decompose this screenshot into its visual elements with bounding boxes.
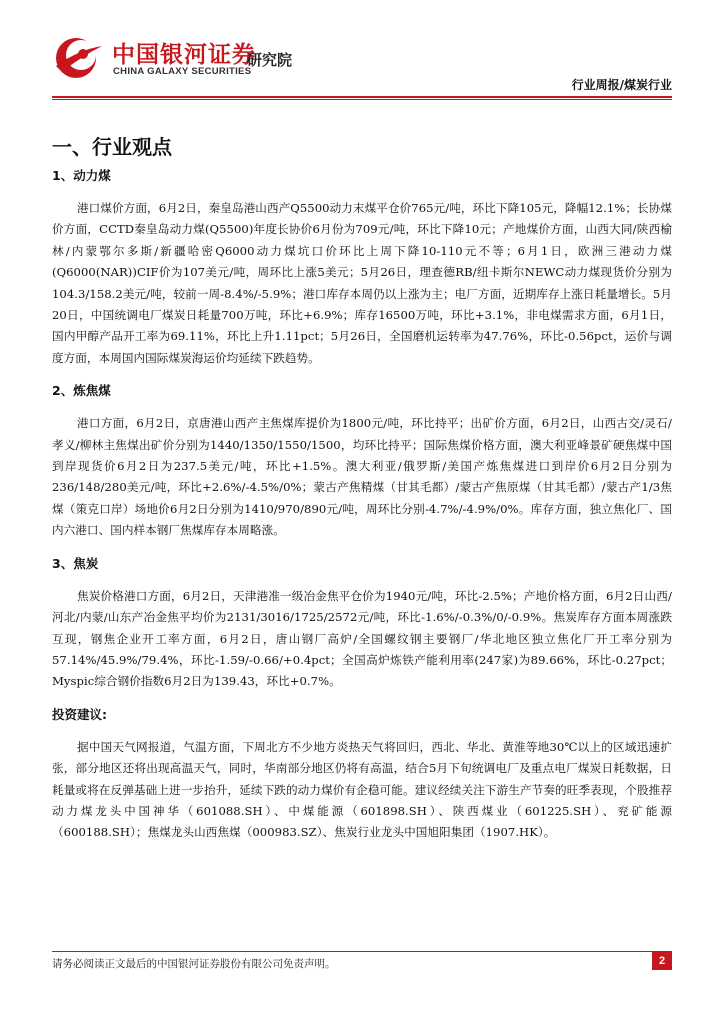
header-divider-thin	[52, 99, 672, 100]
paragraph-coking-coal: 港口方面，6月2日，京唐港山西产主焦煤库提价为1800元/吨，环比持平；出矿价方面，6月2日，山西古交/灵石/孝义/柳林主焦煤出矿价分别为1440/1350/1550/1500，均环比持平；国际焦煤价格方面，澳大利亚峰景矿硬焦煤中国到岸现货价6月2日为237.5美元/吨，环比+1.5%。澳大利亚/俄罗斯/美国产炼焦煤进口到岸价6月2日分别为236/148/280美元/吨，环比+2.6%/-4.5%/0%；蒙古产焦精煤（甘其毛都）/蒙古产焦原煤（甘其毛都）/蒙古产1/3焦煤（策克口岸）场地价6月2日分别为1410/970/890元/吨，周环比分别-4.7%/-4.9%/0%。库存方面，独立焦化厂、国内六港口、国内样本钢厂焦煤库存本周略涨。	[52, 416, 672, 538]
subsection-heading-coke: 3、焦炭	[52, 555, 99, 571]
page-header	[0, 0, 724, 100]
subsection-heading-coking-coal: 2、炼焦煤	[52, 383, 111, 399]
report-type-label: 行业周报/煤炭行业	[571, 78, 672, 92]
logo-chinese-name: 中国银河证券	[112, 42, 256, 68]
logo-english-name: CHINA GALAXY SECURITIES	[113, 66, 252, 77]
footer-disclaimer: 请务必阅读正文最后的中国银河证券股份有限公司免责声明。	[52, 958, 336, 970]
section-title: 一、行业观点	[52, 135, 172, 159]
institute-label: 研究院	[247, 51, 293, 69]
paragraph-investment-advice: 据中国天气网报道，气温方面，下周北方不少地方炎热天气将回归，西北、华北、黄淮等地30℃以上的区域迅速扩张，部分地区还将出现高温天气，同时，华南部分地区仍将有高温，结合5月下旬统调电厂及重点电厂煤炭日耗数据，日耗量或将在反弹基础上进一步抬升，延续下跌的动力煤价有企稳可能。建议经续关注下游生产节奏的旺季表现，个股推荐动力煤龙头中国神华（601088.SH）、中煤能源（601898.SH）、陕西煤业（601225.SH）、兖矿能源（600188.SH）；焦煤龙头山西焦煤（000983.SZ）、焦炭行业龙头中国旭阳集团（1907.HK）。	[52, 739, 672, 840]
paragraph-thermal-coal: 港口煤价方面，6月2日，秦皇岛港山西产Q5500动力末煤平仓价765元/吨，环比下降105元，降幅12.1%；长协煤价方面，CCTD秦皇岛动力煤(Q5500)年度长协价6月份为709元/吨，环比下降10元；产地煤价方面，山西大同/陕西榆林/内蒙鄂尔多斯/新疆哈密Q6000动力煤坑口价环比上周下降10-110元不等；6月1日，欧洲三港动力煤(Q6000(NAR))CIF价为107美元/吨，周环比上涨5美元；5月26日，理查德RB/纽卡斯尔NEWC动力煤现货价分别为104.3/158.2美元/吨，较前一周-8.4%/-5.9%；港口库存本周仍以上涨为主；电厂方面，近期库存上涨日耗量增长。5月20日，中国统调电厂煤炭日耗量700万吨，环比+6.9%；库存16500万吨，环比+3.1%，非电煤需求方面，6月1日，国内甲醇产品开工率为69.11%，环比上升1.11pct；5月26日，全国磨机运转率为47.76%，环比-0.56pct，运价与调度方面，本周国内国际煤炭海运价均延续下跌趋势。	[52, 201, 672, 365]
header-divider	[52, 96, 672, 98]
galaxy-logo-icon	[52, 36, 104, 80]
subsection-heading-investment-advice: 投资建议:	[52, 706, 107, 722]
subsection-heading-thermal-coal: 1、动力煤	[52, 168, 111, 183]
paragraph-coke: 焦炭价格港口方面，6月2日，天津港准一级冶金焦平仓价为1940元/吨，环比-2.5%；产地价格方面，6月2日山西/河北/内蒙/山东产冶金焦平均价为2131/3016/1725/2572元/吨，环比-1.6%/-0.3%/0/-0.9%。焦炭库存方面本周涨跌互现，钢焦企业开工率方面，6月2日，唐山钢厂高炉/全国螺纹钢主要钢厂/华北地区独立焦化厂开工率分别为57.14%/45.9%/79.4%，环比-1.59/-0.66/+0.4pct；全国高炉炼铁产能利用率(247家)为89.66%，环比-0.27pct；Myspic综合钢价指数6月2日为139.43，环比+0.7%。	[52, 588, 672, 689]
main-content	[52, 132, 672, 856]
footer-divider	[52, 951, 672, 952]
page-number: 2	[652, 952, 672, 970]
